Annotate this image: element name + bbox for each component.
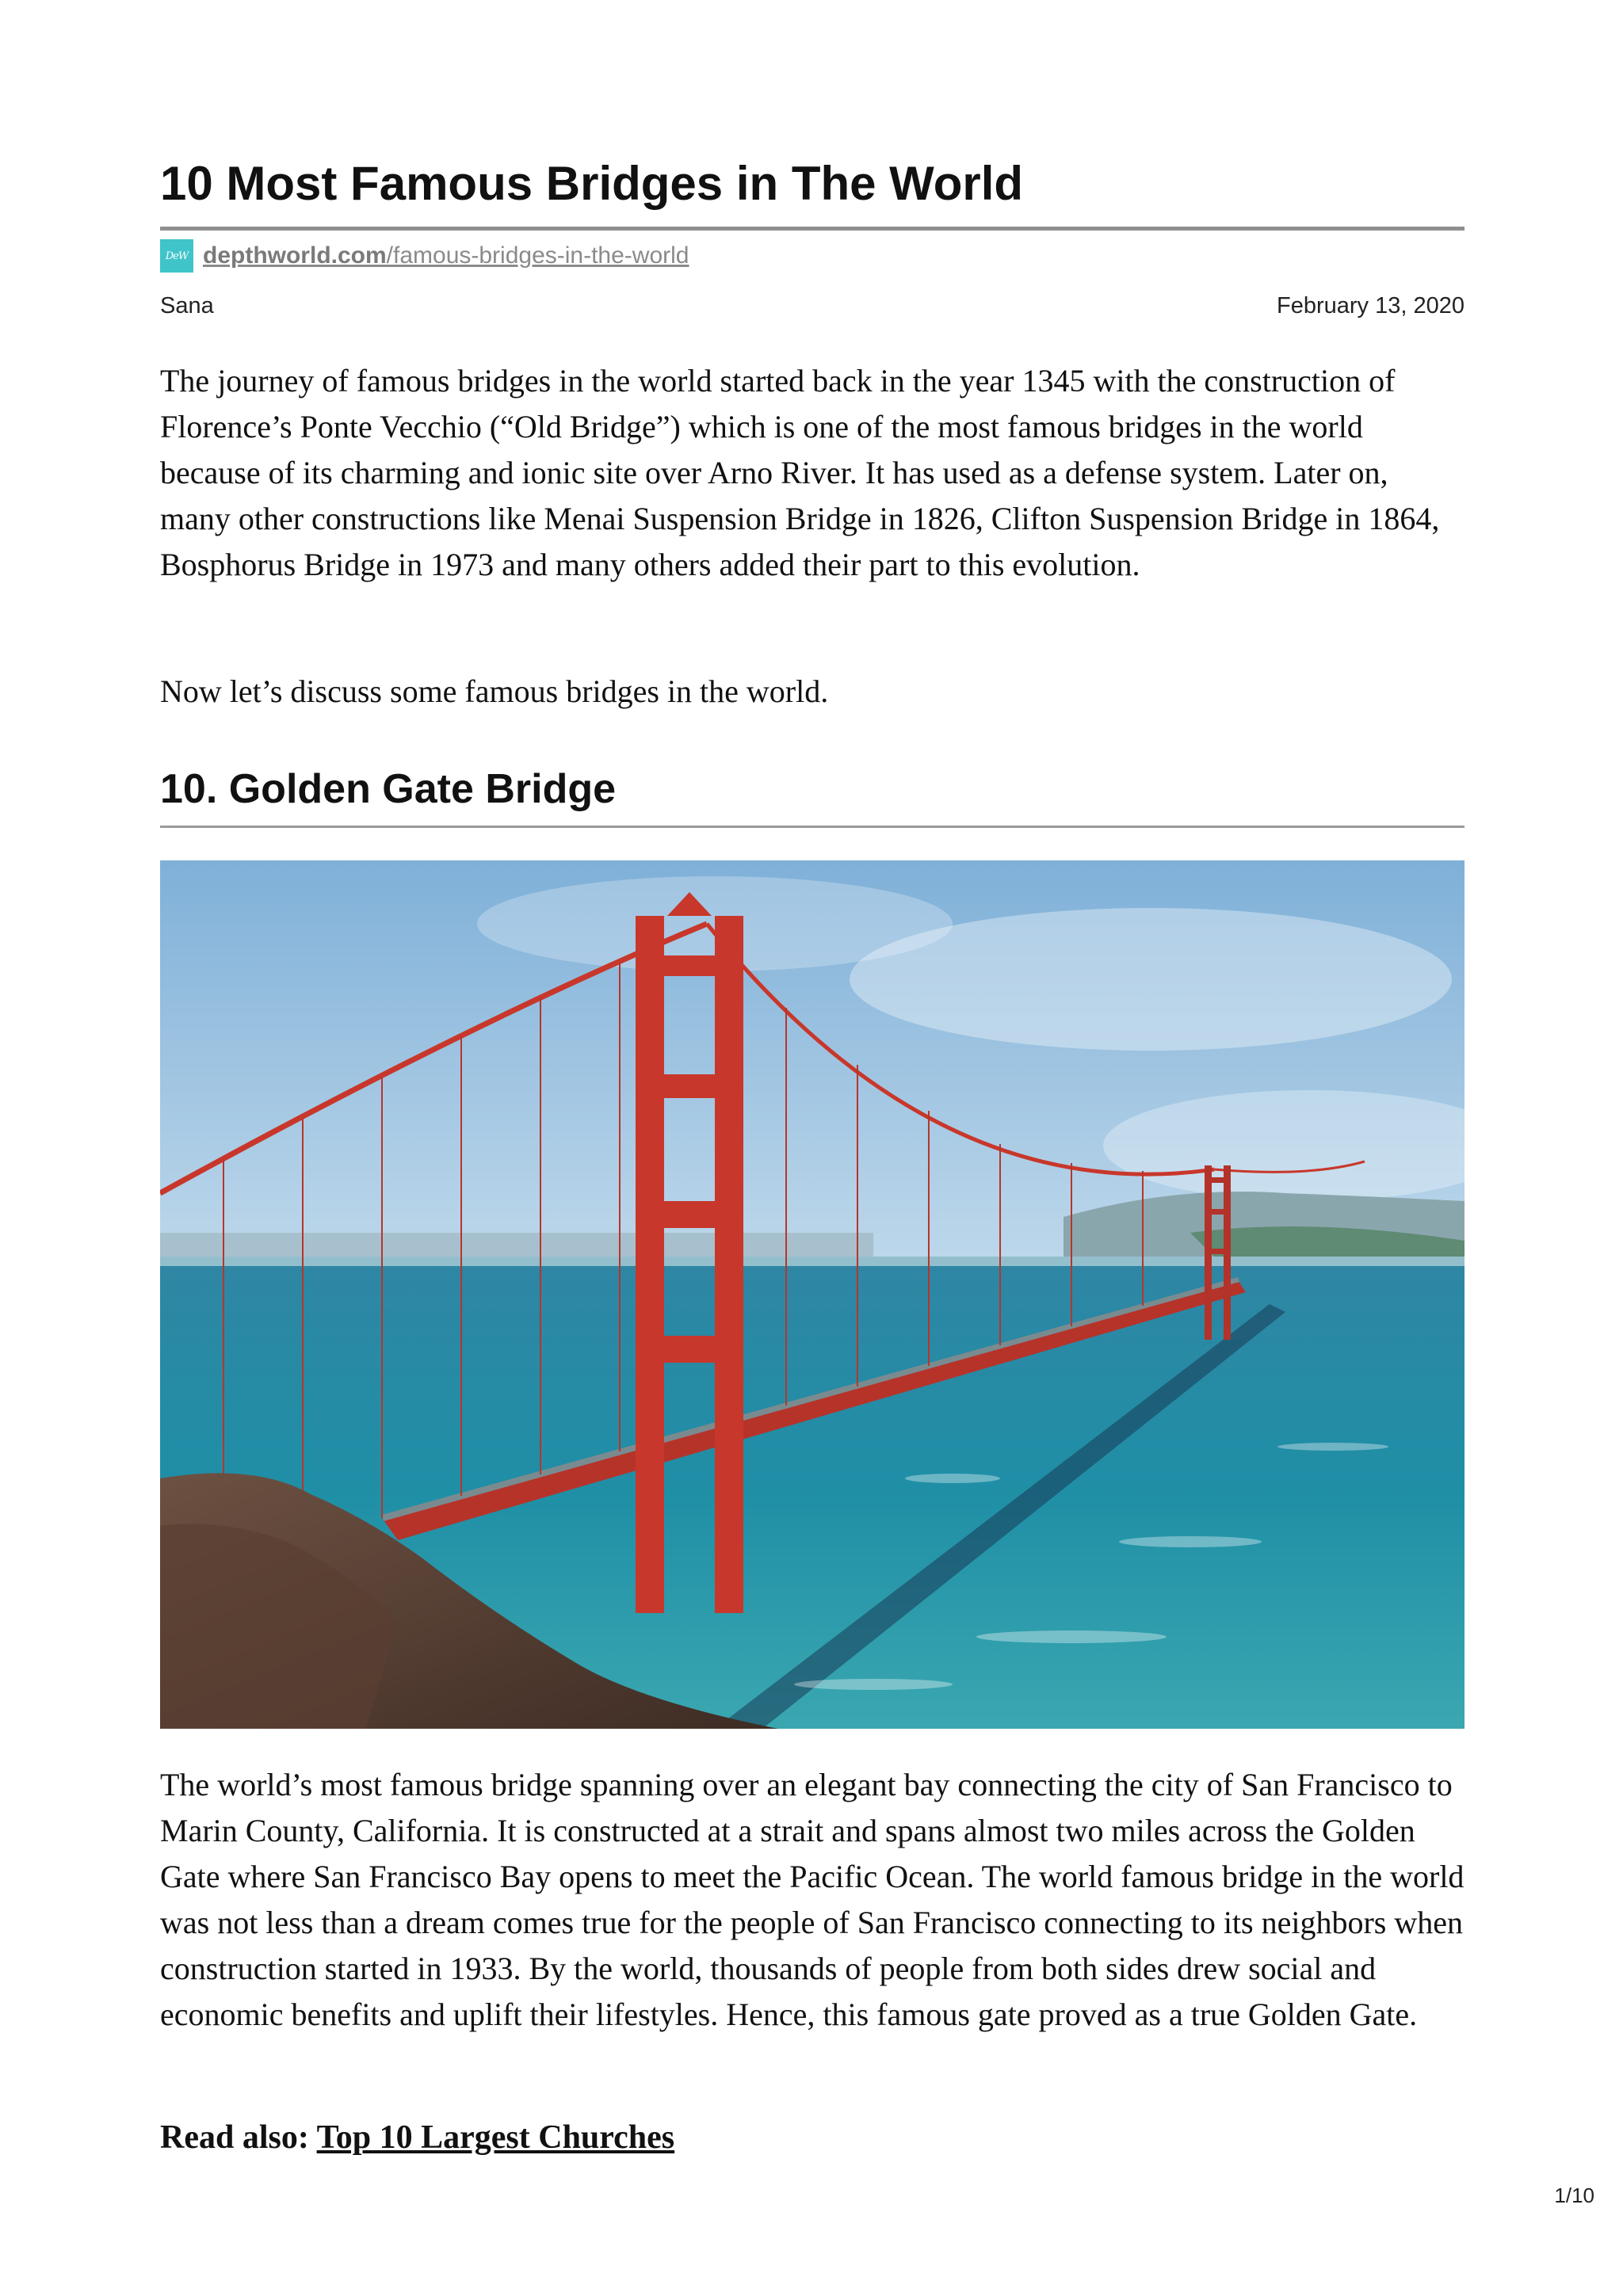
- section-heading: 10. Golden Gate Bridge: [160, 766, 617, 812]
- page-title: 10 Most Famous Bridges in The World: [160, 157, 1024, 210]
- author: Sana: [160, 293, 214, 318]
- title-divider: [160, 227, 1465, 231]
- read-also: [160, 2119, 674, 2157]
- source-line: [160, 240, 689, 272]
- source-link[interactable]: [203, 242, 689, 269]
- page-number: 1/10: [1554, 2183, 1594, 2207]
- section-divider: [160, 826, 1465, 828]
- byline: [160, 293, 1465, 319]
- transition-paragraph: Now let’s discuss some famous bridges in the world.: [160, 673, 829, 709]
- depthworld-logo-icon: DeW: [160, 239, 193, 273]
- source-domain[interactable]: depthworld.com: [203, 242, 387, 269]
- golden-gate-bridge-photo: [160, 860, 1465, 1729]
- source-path[interactable]: /famous-bridges-in-the-world: [386, 242, 689, 269]
- intro-paragraph: The journey of famous bridges in the world started back in the year 1345 with the construction of Florence’s Ponte Vecchio (“Old Bridge”) which is one of the most famous bridges in the world because of its charming and ionic site over Arno River. It has used as a defense system. Later on, many other constructions like Menai Suspension Bridge in 1826, Clifton Suspension Bridge in 1864, Bosphorus Bridge in 1973 and many others added their part to this evolution.: [160, 363, 1440, 582]
- publish-date: February 13, 2020: [1277, 293, 1465, 318]
- read-also-label: Read also:: [160, 2119, 309, 2156]
- read-also-link[interactable]: Top 10 Largest Churches: [316, 2119, 675, 2156]
- section-paragraph: The world’s most famous bridge spanning over an elegant bay connecting the city of San Francisco to Marin County, California. It is constructed at a strait and spans almost two miles across the Golden Gate where San Francisco Bay opens to meet the Pacific Ocean. The world famous bridge in the world was not less than a dream comes true for the people of San Francisco connecting to its neighbors when construction started in 1933. By the world, thousands of people from both sides drew social and economic benefits and uplift their lifestyles. Hence, this famous gate proved as a true Golden Gate.: [160, 1767, 1465, 2032]
